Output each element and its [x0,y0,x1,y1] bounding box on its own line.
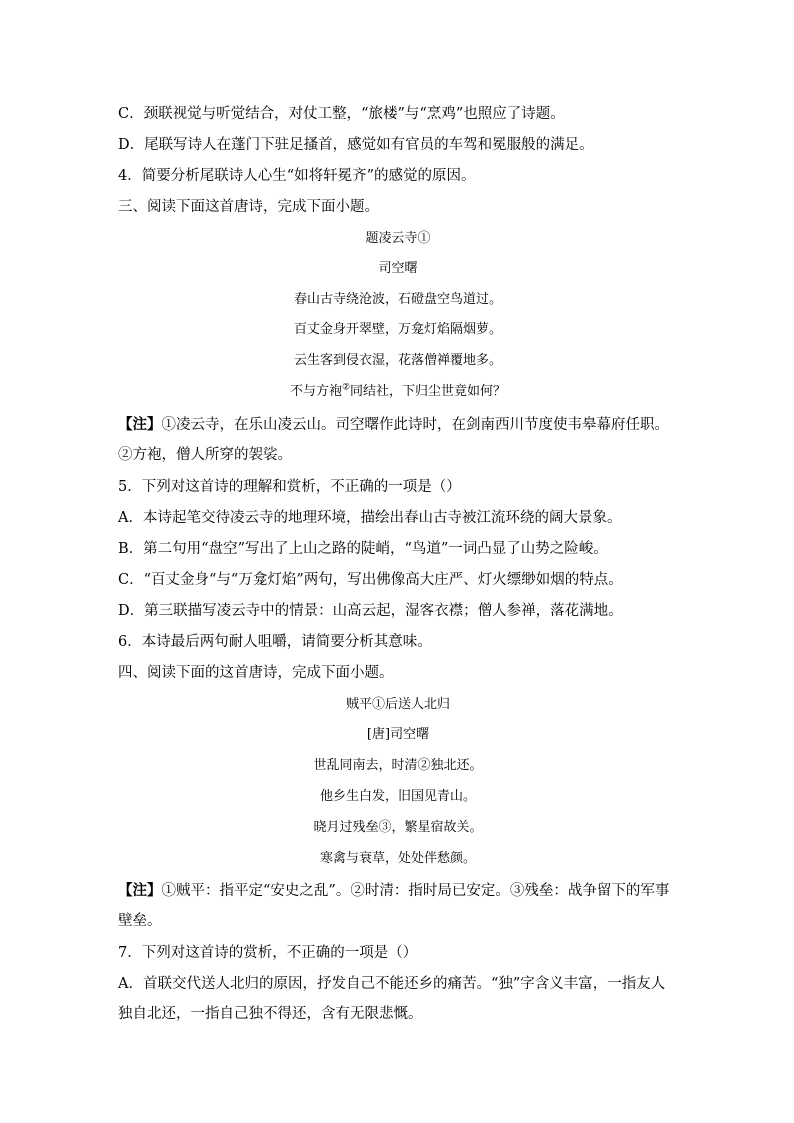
section-3-heading: 三、阅读下面这首唐诗，完成下面小题。 [118,199,379,215]
note2-text: ①贼平：指平定“安史之乱”。②时清：指时局已安定。③残垒：战争留下的军事壁垒。 [118,883,670,929]
question-5-option-b: B．第二句用“盘空”写出了上山之路的陡峭，“鸟道”一词凸显了山势之险峻。 [118,541,608,557]
poem2-line3: 晓月过残垒③，繁星宿故关。 [313,820,483,835]
poem2-line2: 他乡生白发，旧国见青山。 [319,789,476,804]
poem1-line4-part-a: 不与方袍 [289,384,342,399]
question-5-option-d: D．第三联描写凌云寺中的情景：山高云起，湿客衣襟；僧人参禅，落花满地。 [118,603,623,619]
question-7-option-a: A．首联交代送人北归的原因，抒发自己不能还乡的痛苦。“独”字含义丰富，一指友人独自北还，一指自己独不得还，含有无限悲慨。 [118,976,666,1022]
poem1-line4-part-b: 同结社，下归尘世竟如何？ [350,384,507,399]
note1-label: 【注】 [118,416,162,433]
question-5-option-c: C．“百丈金身“与“万龛灯焰”两句，写出佛像高大庄严、灯火缥缈如烟的特点。 [118,572,623,588]
section-4-heading: 四、阅读下面的这首唐诗，完成下面小题。 [118,665,394,681]
poem2-author: [唐]司空曙 [366,727,430,742]
poem1-line1: 春山古寺绕沧波，石磴盘空鸟道过。 [293,292,502,307]
question-7: 7．下列对这首诗的赏析，不正确的一项是（） [118,945,418,961]
question-4: 4．简要分析尾联诗人心生“如将轩冕齐”的感觉的原因。 [118,168,476,184]
poem2-line4: 寒禽与衰草，处处伴愁颜。 [319,851,476,866]
poem2-note [118,876,678,936]
poem1-author: 司空曙 [378,261,418,276]
poem1-line4 [118,383,678,401]
question-6: 6．本诗最后两句耐人咀嚼，请简要分析其意味。 [118,634,432,650]
question-5: 5．下列对这首诗的理解和赏析，不正确的一项是（） [118,479,461,495]
poem1-line2: 百丈金身开翠壁，万龛灯焰隔烟萝。 [293,322,502,337]
option-d-line: D．尾联写诗人在蓬门下驻足搔首，感觉如有官员的车驾和冕服般的满足。 [118,137,594,153]
poem1-note [118,410,678,470]
note2-label: 【注】 [118,882,162,899]
poem2-title: 贼平①后送人北归 [345,697,450,712]
poem1-footnote-marker: ② [341,382,351,393]
question-5-option-a: A．本诗起笔交待凌云寺的地理环境，描绘出春山古寺被江流环绕的阔大景象。 [118,510,622,526]
poem1-line3: 云生客到侵衣湿，花落僧禅覆地多。 [293,353,502,368]
note1-text: ①凌云寺，在乐山凌云山。司空曙作此诗时，在剑南西川节度使韦皋幕府任职。②方袍，僧人所穿的袈裟。 [118,417,669,463]
poem2-line1: 世乱同南去，时清②独北还。 [313,758,483,773]
poem1-title: 题凌云寺① [365,231,431,246]
option-c-line: C．颈联视觉与听觉结合，对仗工整，“旅楼”与“烹鸡”也照应了诗题。 [118,106,565,122]
